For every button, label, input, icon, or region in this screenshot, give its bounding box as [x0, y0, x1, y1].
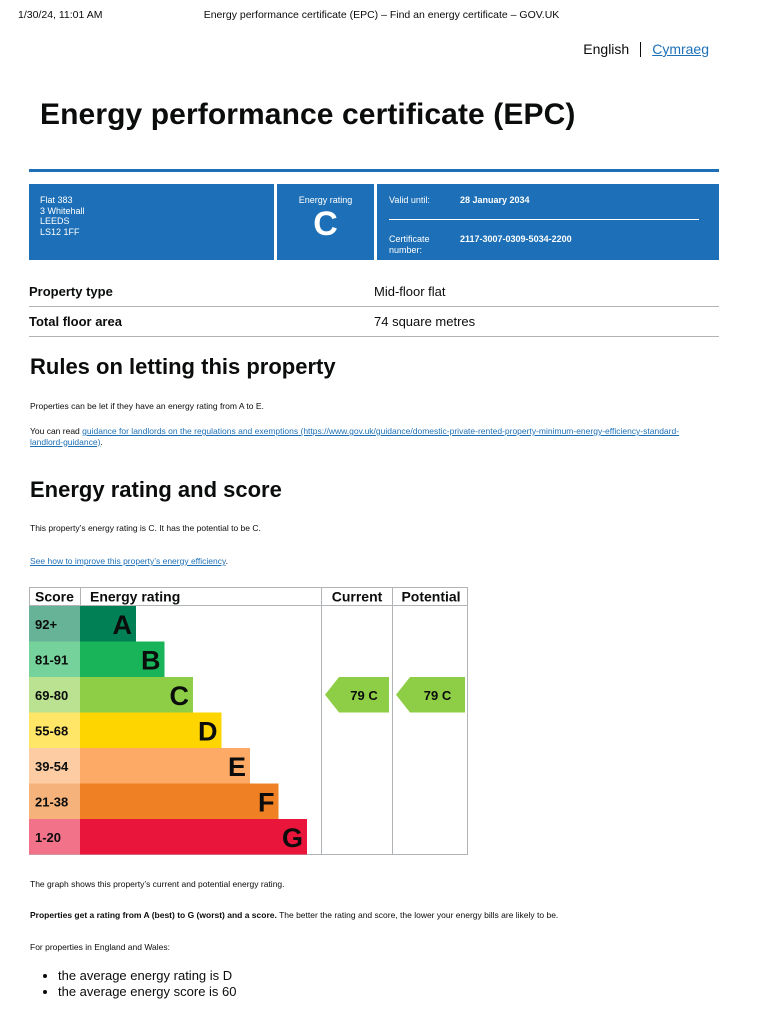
certificate-meta — [377, 184, 719, 260]
header-potential: Potential — [401, 588, 461, 605]
guidance-prefix: You can read — [30, 426, 83, 436]
rating-explanation — [30, 910, 558, 921]
rating-letter-c: C — [169, 680, 189, 711]
potential-rating-label: 79 C — [423, 687, 452, 703]
language-current: English — [583, 41, 630, 57]
language-link-welsh[interactable]: Cymraeg — [652, 41, 709, 57]
title-divider — [29, 169, 719, 172]
current-rating-label: 79 C — [350, 687, 378, 703]
improve-suffix: . — [225, 556, 228, 566]
score-range-d: 55-68 — [35, 723, 69, 739]
energy-rating-label: Energy rating — [298, 195, 353, 205]
print-page-title: Energy performance certificate (EPC) – Find an energy certificate – GOV.UK — [203, 9, 560, 21]
guidance-suffix: . — [100, 436, 103, 447]
certificate-number-row — [389, 234, 572, 255]
list-item: • the average energy rating is D — [58, 968, 237, 984]
print-header — [0, 9, 763, 23]
language-switcher — [583, 41, 709, 57]
print-date: 1/30/24, 11:01 AM — [18, 9, 103, 21]
rating-bar-f — [80, 784, 279, 820]
valid-until-row — [389, 195, 530, 206]
header-current: Current — [331, 588, 383, 605]
guidance-link[interactable] — [30, 426, 679, 447]
list-item: • the average energy score is 60 — [58, 984, 237, 1000]
epc-chart-svg — [29, 587, 469, 857]
score-range-g: 1-20 — [35, 829, 62, 845]
rating-paragraph: This property’s energy rating is C. It has the potential to be C. — [30, 523, 261, 533]
summary-row — [29, 307, 719, 337]
language-separator — [640, 42, 641, 57]
rating-letter-f: F — [258, 787, 275, 818]
summary-key: Total floor area — [29, 314, 122, 329]
rating-bar-e — [80, 748, 250, 784]
address-line: LS12 1FF — [40, 226, 80, 237]
address-line: 3 Whitehall — [40, 205, 85, 216]
letting-heading: Rules on letting this property — [30, 354, 336, 379]
page-title: Energy performance certificate (EPC) — [40, 98, 576, 131]
valid-until-value: 28 January 2034 — [460, 195, 530, 205]
rating-markers — [325, 677, 465, 713]
score-range-c: 69-80 — [35, 687, 69, 703]
letting-guidance-paragraph — [30, 426, 710, 447]
rating-explanation-rest: The better the rating and score, the lower your energy bills are likely to be. — [276, 910, 559, 920]
energy-rating-value: C — [313, 205, 338, 243]
guidance-link-url: (https://www.gov.uk/guidance/domestic-private-rented-property-minimum-energy-efficiency-standard-landlord-guidance) — [30, 426, 680, 447]
improve-link[interactable]: See how to improve this property’s energy efficiency — [30, 556, 226, 566]
improve-paragraph — [30, 556, 228, 567]
certificate-number-label: Certificate number: — [389, 234, 430, 255]
header-score: Score — [35, 588, 74, 605]
rating-bands — [29, 606, 307, 855]
summary-value: Mid-floor flat — [374, 284, 446, 299]
property-address — [29, 184, 274, 260]
epc-chart — [29, 587, 469, 862]
score-range-a: 92+ — [35, 616, 58, 632]
certificate-number-value: 2117-3007-0309-5034-2200 — [460, 234, 572, 244]
averages-list — [58, 968, 237, 1000]
header-energy-rating: Energy rating — [90, 588, 181, 605]
rating-bar-g — [80, 819, 307, 855]
score-range-f: 21-38 — [35, 794, 69, 810]
graph-note: The graph shows this property’s current and potential energy rating. — [30, 879, 285, 889]
energy-rating-box — [277, 184, 374, 260]
property-summary — [29, 277, 719, 337]
rating-letter-a: A — [112, 609, 132, 640]
england-wales-intro: For properties in England and Wales: — [30, 942, 171, 952]
score-range-b: 81-91 — [35, 652, 69, 668]
summary-value: 74 square metres — [374, 314, 476, 329]
rating-letter-b: B — [141, 645, 161, 676]
letting-paragraph: Properties can be let if they have an energy rating from A to E. — [30, 401, 264, 411]
guidance-link-text: guidance for landlords on the regulations and exemptions — [82, 426, 299, 436]
address-line: Flat 383 — [40, 195, 73, 205]
score-range-e: 39-54 — [35, 758, 69, 774]
summary-key: Property type — [29, 284, 113, 299]
rating-letter-d: D — [198, 716, 218, 747]
rating-letter-e: E — [227, 751, 246, 782]
rating-explanation-bold: Properties get a rating from A (best) to G (worst) and a score. — [30, 910, 277, 920]
meta-divider — [389, 219, 699, 220]
certificate-banner — [29, 184, 719, 260]
address-line: LEEDS — [40, 216, 70, 226]
valid-until-label: Valid until: — [389, 195, 430, 205]
energy-rating-heading: Energy rating and score — [30, 477, 282, 502]
summary-row — [29, 277, 719, 307]
rating-letter-g: G — [281, 822, 303, 853]
